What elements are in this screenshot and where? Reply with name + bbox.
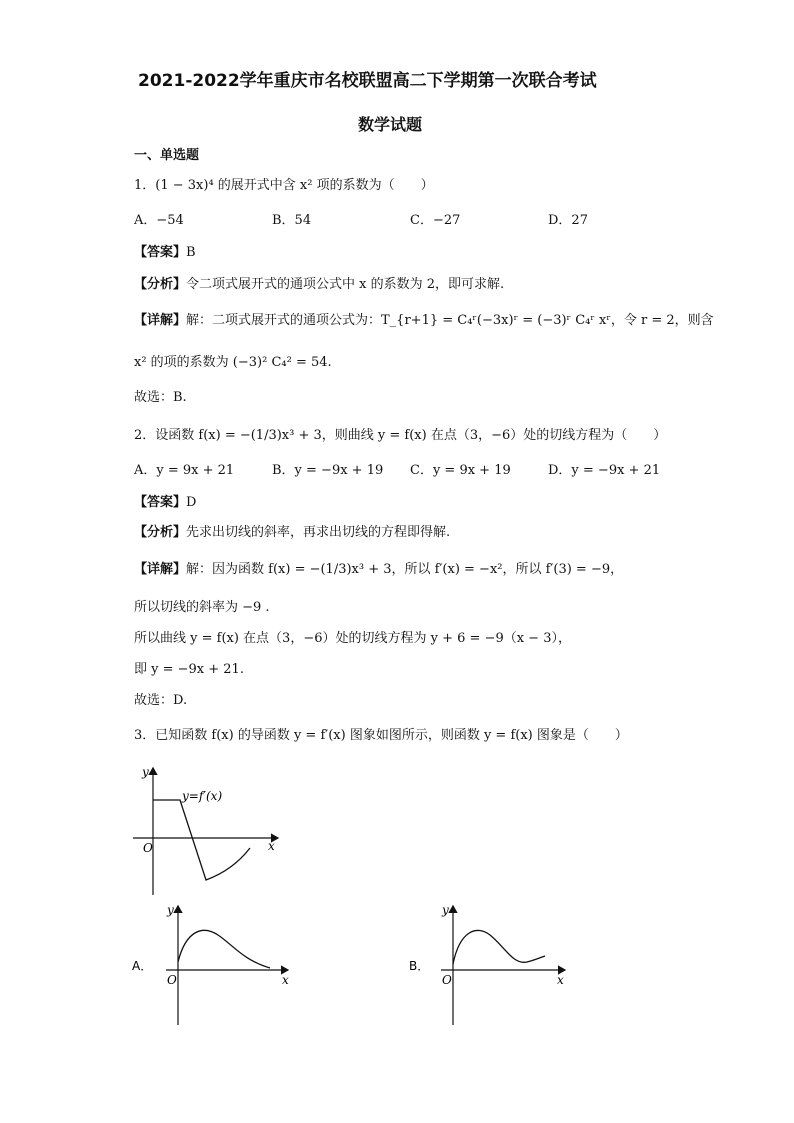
q2-detail-1: 解：因为函数 f(x) = −(1/3)x³ + 3，所以 f′(x) = −x²，所以 f′(3) = −9， bbox=[186, 562, 624, 577]
option-a-curve bbox=[178, 930, 270, 968]
q1-option-a: A．−54 bbox=[134, 213, 184, 228]
q2-analysis-line bbox=[134, 525, 450, 541]
option-b-curve bbox=[453, 930, 545, 964]
x-axis-label: x bbox=[282, 973, 289, 987]
origin-label: O bbox=[143, 841, 153, 855]
q1-detail-2: x² 的项的系数为 (−3)² C₄² = 54. bbox=[134, 355, 332, 370]
q1-analysis: 令二项式展开式的通项公式中 x 的系数为 2，即可求解. bbox=[186, 277, 505, 292]
q1-option-b: B．54 bbox=[272, 213, 312, 228]
q1-stem: 1．(1 − 3x)⁴ 的展开式中含 x² 项的系数为（ ） bbox=[134, 178, 434, 193]
q2-option-c: C．y = 9x + 19 bbox=[410, 463, 511, 478]
q2-detail-3: 所以曲线 y = f(x) 在点（3，−6）处的切线方程为 y + 6 = −9（x − 3）， bbox=[134, 631, 571, 646]
q2-detail-2: 所以切线的斜率为 −9 . bbox=[134, 600, 270, 615]
derivative-curve bbox=[153, 800, 250, 880]
analysis-tag: 【分析】 bbox=[134, 277, 187, 292]
section-heading: 一、单选题 bbox=[134, 148, 200, 163]
x-axis-label: x bbox=[268, 839, 275, 853]
q1-detail-1: 解：二项式展开式的通项公式为：T_{r+1} = C₄ʳ(−3x)ʳ = (−3)ʳ C₄ʳ xʳ，令 r = 2，则含 bbox=[186, 313, 714, 328]
y-axis-label: y bbox=[167, 903, 174, 917]
q2-conclusion: 故选：D. bbox=[134, 693, 188, 708]
q1-option-c: C．−27 bbox=[410, 213, 461, 228]
q2-option-a: A．y = 9x + 21 bbox=[134, 463, 235, 478]
page-subtitle: 数学试题 bbox=[358, 115, 423, 134]
q1-analysis-line bbox=[134, 277, 504, 293]
q2-detail-4: 即 y = −9x + 21. bbox=[134, 662, 244, 677]
q2-analysis: 先求出切线的斜率，再求出切线的方程即得解. bbox=[186, 525, 451, 540]
y-axis-label: y bbox=[142, 765, 149, 779]
q1-answer: B bbox=[186, 245, 196, 260]
answer-tag: 【答案】 bbox=[134, 495, 187, 510]
option-b-figure bbox=[405, 900, 575, 1030]
option-a-figure bbox=[128, 900, 298, 1030]
origin-label: O bbox=[442, 973, 452, 987]
answer-tag: 【答案】 bbox=[134, 245, 187, 260]
q2-option-d: D．y = −9x + 21 bbox=[548, 463, 661, 478]
y-axis-label: y bbox=[442, 903, 449, 917]
curve-label: y=f′(x) bbox=[182, 789, 223, 803]
detail-tag: 【详解】 bbox=[134, 562, 187, 577]
page-title: 2021-2022学年重庆市名校联盟高二下学期第一次联合考试 bbox=[138, 71, 597, 91]
q1-conclusion: 故选：B. bbox=[134, 390, 187, 405]
q2-detail-line-1 bbox=[134, 562, 623, 578]
x-axis-label: x bbox=[557, 973, 564, 987]
q1-detail-line-1 bbox=[134, 313, 714, 329]
q1-answer-line bbox=[134, 245, 196, 261]
q3-stem: 3．已知函数 f(x) 的导函数 y = f′(x) 图象如图所示，则函数 y = f(x) 图象是（ ） bbox=[134, 728, 628, 743]
q2-option-b: B．y = −9x + 19 bbox=[272, 463, 384, 478]
option-b-label: B． bbox=[409, 959, 430, 973]
q1-option-d: D．27 bbox=[548, 213, 588, 228]
q2-answer: D bbox=[186, 495, 197, 510]
q2-stem: 2．设函数 f(x) = −(1/3)x³ + 3，则曲线 y = f(x) 在点（3，−6）处的切线方程为（ ） bbox=[134, 428, 667, 443]
q2-answer-line bbox=[134, 495, 196, 511]
detail-tag: 【详解】 bbox=[134, 313, 187, 328]
analysis-tag: 【分析】 bbox=[134, 525, 187, 540]
derivative-graph-figure bbox=[128, 760, 308, 900]
option-a-label: A． bbox=[132, 959, 153, 973]
origin-label: O bbox=[167, 973, 177, 987]
